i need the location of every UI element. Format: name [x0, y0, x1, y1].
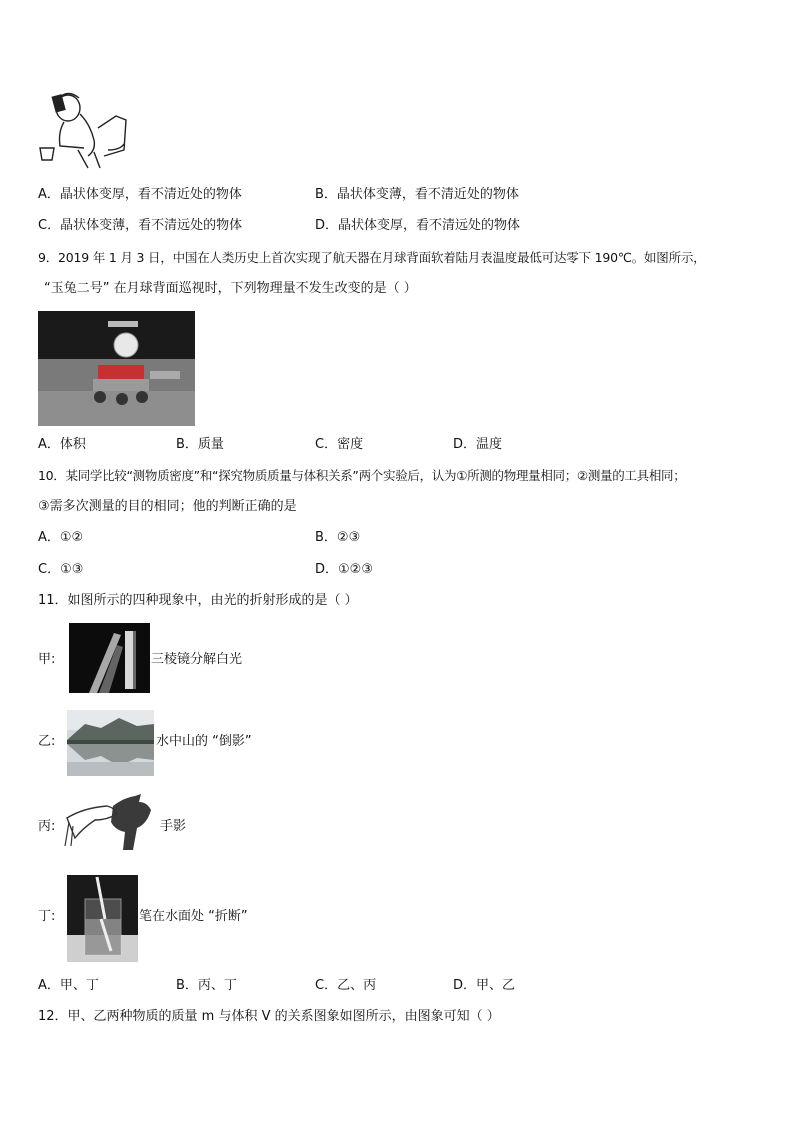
q11-item-bing-caption: 手影 [160, 819, 187, 834]
q8-option-c[interactable]: C．晶状体变薄，看不清远处的物体 [38, 218, 243, 233]
q11-item-yi-caption: 水中山的 “倒影” [156, 734, 252, 749]
q8-option-d[interactable]: D．晶状体变厚，看不清远处的物体 [315, 218, 521, 233]
mountain-reflection-photo [67, 710, 154, 776]
q9-option-c[interactable]: C．密度 [315, 437, 364, 452]
q11-item-ding-caption: 笔在水面处 “折断” [139, 909, 248, 924]
hand-shadow-photo [63, 792, 159, 856]
q11-item-bing-label: 丙: [38, 819, 56, 834]
q10-stem-line1: 10．某同学比较“测物质密度”和“探究物质质量与体积关系”两个实验后，认为①所测的物理量相同；②测量的工具相同； [38, 468, 686, 483]
q12-stem: 12．甲、乙两种物质的质量 m 与体积 V 的关系图象如图所示，由图象可知（ ） [38, 1009, 500, 1024]
q11-item-jia-label: 甲: [38, 652, 56, 667]
q8-option-a[interactable]: A．晶状体变厚，看不清近处的物体 [38, 187, 242, 202]
q9-option-d[interactable]: D．温度 [453, 437, 503, 452]
q9-option-a[interactable]: A．体积 [38, 437, 86, 452]
lunar-rover-photo [38, 311, 195, 426]
q11-option-d[interactable]: D．甲、乙 [453, 978, 516, 993]
q10-option-b[interactable]: B．②③ [315, 530, 361, 545]
q11-item-yi-label: 乙: [38, 734, 56, 749]
q9-stem-line1: 9．2019 年 1 月 3 日，中国在人类历史上首次实现了航天器在月球背面软着陆月表温度最低可达零下 190℃。如图所示， [38, 250, 706, 265]
q11-option-a[interactable]: A．甲、丁 [38, 978, 99, 993]
q9-option-b[interactable]: B．质量 [176, 437, 224, 452]
q11-option-b[interactable]: B．丙、丁 [176, 978, 237, 993]
prism-dispersion-photo [69, 623, 150, 693]
q8-option-b[interactable]: B．晶状体变薄，看不清近处的物体 [315, 187, 519, 202]
reading-phone-illustration [38, 88, 134, 174]
q11-item-jia-caption: 三棱镜分解白光 [151, 652, 243, 667]
q10-option-d[interactable]: D．①②③ [315, 562, 373, 577]
q11-stem: 11．如图所示的四种现象中，由光的折射形成的是（ ） [38, 593, 358, 608]
q10-option-a[interactable]: A．①② [38, 530, 84, 545]
q9-stem-line2: “玉兔二号” 在月球背面巡视时，下列物理量不发生改变的是（ ） [44, 281, 417, 296]
pencil-in-water-photo [67, 875, 138, 962]
q10-stem-line2: ③需多次测量的目的相同；他的判断正确的是 [38, 499, 297, 514]
q11-option-c[interactable]: C．乙、丙 [315, 978, 377, 993]
q11-item-ding-label: 丁: [38, 909, 56, 924]
q10-option-c[interactable]: C．①③ [38, 562, 84, 577]
